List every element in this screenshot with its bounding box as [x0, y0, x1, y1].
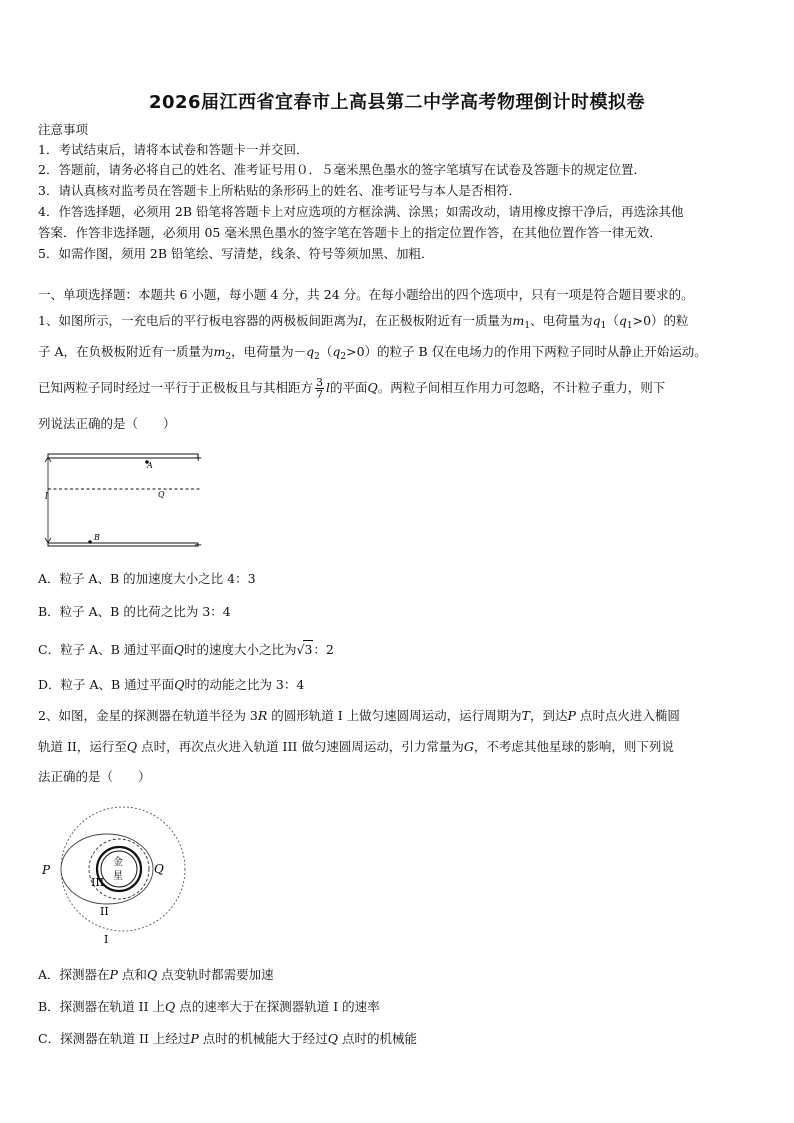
q1-stem-line3: 已知两粒子同时经过一平行于正极板且与其相距方 $\frac{3}{7}$ l的平面Q。两粒子间相互作用力可忽略，不计粒子重力，则下 [38, 376, 666, 401]
section-heading: 一、单项选择题：本题共 6 小题，每小题 4 分，共 24 分。在每小题给出的四个选项中，只有一项是符合题目要求的。 [38, 287, 694, 302]
q1-stem-line1: 1、如图所示，一充电后的平行板电容器的两极板间距离为l，在正极板附近有一质量为$m_1$、电荷量为$q_1(q_1>0)$的粒 [38, 313, 689, 331]
label-A: A [147, 461, 153, 470]
plus-sign: + [194, 453, 203, 464]
label-III: III [91, 876, 105, 889]
label-Q: Q [154, 862, 164, 876]
notice-item: 2．答题前，请务必将自己的姓名、准考证号用０．５毫米黑色墨水的签字笔填写在试卷及答题卡的规定位置． [38, 162, 646, 177]
notice-item: 4．作答选择题，必须用 2B 铅笔将答题卡上对应选项的方框涂满、涂黑；如需改动，请用橡皮擦干净后，再选涂其他 [38, 204, 684, 219]
negative-plate [48, 543, 198, 546]
q2-stem-line3: 法正确的是（ ） [38, 769, 151, 784]
capacitor-figure [40, 448, 210, 552]
label-Q: Q [158, 490, 165, 499]
q1-option-C[interactable]: C．粒子 A、B 通过平面Q时的速度大小之比为√3：2 [38, 642, 334, 657]
label-II: II [100, 905, 109, 918]
label-l: l [45, 492, 48, 502]
positive-plate [48, 454, 198, 458]
label-P: P [42, 863, 51, 877]
fraction-3-7: $\frac{3}{7}$ [316, 376, 324, 401]
q2-option-C[interactable]: C．探测器在轨道 II 上经过P 点时的机械能大于经过Q 点时的机械能 [38, 1031, 418, 1046]
notice-item: 答案．作答非选择题，必须用 05 毫米黑色墨水的签字笔在答题卡上的指定位置作答，在其他位置作答一律无效． [38, 225, 662, 240]
planet-label-1: 金 [113, 857, 123, 868]
q2-option-A[interactable]: A．探测器在P 点和Q 点变轨时都需要加速 [38, 967, 274, 982]
q1-option-B[interactable]: B．粒子 A、B 的比荷之比为 3：4 [38, 604, 231, 619]
label-I: I [104, 933, 109, 946]
page-title: 2026届江西省宜春市上高县第二中学高考物理倒计时模拟卷 [148, 92, 646, 113]
sqrt-symbol: √ [296, 642, 305, 657]
planet-label-2: 星 [113, 871, 123, 882]
notice-item: 1．考试结束后，请将本试卷和答题卡一并交回． [38, 142, 309, 157]
q1-option-A[interactable]: A．粒子 A、B 的加速度大小之比 4：3 [38, 571, 256, 586]
notice-heading: 注意事项 [38, 122, 89, 137]
q1-stem-line4: 列说法正确的是（ ） [38, 416, 176, 431]
q1-option-D[interactable]: D．粒子 A、B 通过平面Q时的动能之比为 3：4 [38, 677, 305, 692]
q2-option-B[interactable]: B．探测器在轨道 II 上Q 点的速率大于在探测器轨道 I 的速率 [38, 999, 380, 1014]
minus-sign: − [194, 540, 203, 551]
label-B: B [94, 533, 100, 542]
q2-stem-line1: 2、如图，金星的探测器在轨道半径为 3R 的圆形轨道 I 上做匀速圆周运动，运行周期为T，到达P 点时点火进入椭圆 [38, 708, 680, 723]
notice-item: 3．请认真核对监考员在答题卡上所粘贴的条形码上的姓名、准考证号与本人是否相符． [38, 183, 521, 198]
q1-stem-line2: 子 A，在负极板附近有一质量为$m_2$，电荷量为$-q_2(q_2>0)$的粒子 B 仅在电场力的作用下两粒子同时从静止开始运动。 [38, 344, 707, 362]
orbit-figure [36, 804, 186, 950]
notice-item: 5．如需作图，须用 2B 铅笔绘、写清楚，线条、符号等须加黑、加粗． [38, 246, 434, 261]
q2-stem-line2: 轨道 II，运行至Q 点时，再次点火进入轨道 III 做匀速圆周运动，引力常量为G，不考虑其他星球的影响，则下列说 [38, 739, 674, 754]
